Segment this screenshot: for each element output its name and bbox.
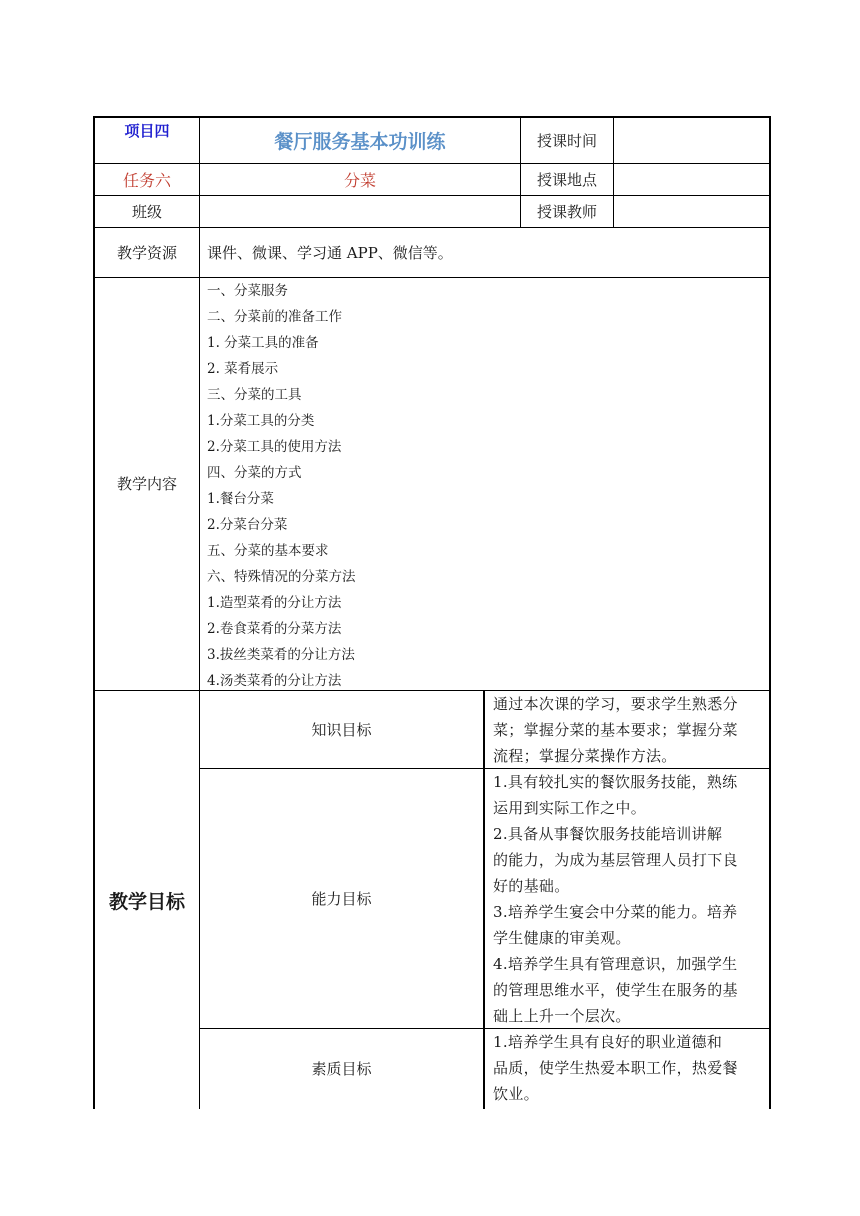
- content-item: 1.造型菜肴的分让方法: [207, 595, 342, 611]
- content-item: 2.分菜台分菜: [207, 517, 288, 533]
- knowledge-line: 通过本次课的学习，要求学生熟悉分: [493, 695, 738, 713]
- knowledge-text: [493, 691, 767, 769]
- objectives-label: 教学目标: [108, 890, 185, 913]
- ability-line: 学生健康的审美观。: [493, 929, 631, 947]
- task-title: 分菜: [343, 171, 376, 190]
- content-item: 五、分菜的基本要求: [207, 543, 329, 559]
- content-item: 2.分菜工具的使用方法: [207, 439, 342, 455]
- ability-line: 4.培养学生具有管理意识，加强学生: [493, 955, 738, 973]
- place-label: 授课地点: [536, 170, 597, 189]
- project-title: 餐厅服务基本功训练: [274, 131, 446, 153]
- content-list: [207, 278, 767, 694]
- ability-line: 好的基础。: [493, 877, 570, 895]
- ability-label-cell: [200, 769, 483, 1028]
- ability-text: [493, 769, 767, 1029]
- resources-label-cell: [95, 228, 199, 277]
- teacher-value-cell: [614, 196, 769, 227]
- objectives-label-cell: [95, 691, 199, 1109]
- ability-line: 础上上升一个层次。: [493, 1007, 631, 1025]
- content-item: 2. 菜肴展示: [207, 361, 279, 377]
- task-label-cell: [95, 164, 199, 195]
- project-label: 项目四: [124, 121, 170, 140]
- ability-line: 3.培养学生宴会中分菜的能力。培养: [493, 903, 738, 921]
- resources-value: 课件、微课、学习通 APP、微信等。: [207, 243, 453, 262]
- ability-line: 2.具备从事餐饮服务技能培训讲解: [493, 825, 723, 843]
- class-label-cell: [95, 196, 199, 227]
- content-label: 教学内容: [116, 475, 177, 493]
- content-item: 一、分菜服务: [207, 283, 288, 299]
- quality-text: [493, 1029, 767, 1107]
- class-value-cell: [200, 196, 520, 227]
- time-value-cell: [614, 118, 769, 163]
- table-right-border: [769, 116, 771, 1109]
- quality-label-cell: [200, 1029, 483, 1109]
- teacher-label: 授课教师: [536, 202, 597, 221]
- content-item: 三、分菜的工具: [207, 387, 302, 403]
- knowledge-label: 知识目标: [311, 720, 372, 739]
- content-item: 二、分菜前的准备工作: [207, 309, 342, 325]
- content-item: 2.卷食菜肴的分菜方法: [207, 621, 342, 637]
- quality-line: 品质，使学生热爱本职工作，热爱餐: [493, 1059, 738, 1077]
- quality-label: 素质目标: [311, 1060, 372, 1078]
- ability-line: 的管理思维水平，使学生在服务的基: [493, 981, 738, 999]
- project-label-cell: [95, 118, 199, 142]
- content-item: 1. 分菜工具的准备: [207, 335, 319, 351]
- ability-label: 能力目标: [311, 889, 372, 908]
- content-item: 四、分菜的方式: [207, 465, 302, 481]
- quality-line: 饮业。: [493, 1085, 539, 1103]
- place-label-cell: [521, 164, 613, 195]
- knowledge-label-cell: [200, 691, 483, 768]
- time-label: 授课时间: [536, 131, 597, 150]
- time-label-cell: [521, 118, 613, 163]
- col-divider-thick: [483, 690, 485, 1109]
- knowledge-line: 菜；掌握分菜的基本要求；掌握分菜: [493, 721, 738, 739]
- content-label-cell: [95, 278, 199, 690]
- task-title-cell: [200, 164, 520, 195]
- project-title-cell: [200, 118, 520, 163]
- resources-value-cell: [207, 228, 767, 277]
- content-item: 1.分菜工具的分类: [207, 413, 315, 429]
- task-label: 任务六: [122, 171, 171, 190]
- place-value-cell: [614, 164, 769, 195]
- content-item: 4.汤类菜肴的分让方法: [207, 673, 342, 689]
- content-item: 1.餐台分菜: [207, 491, 274, 507]
- ability-line: 的能力，为成为基层管理人员打下良: [493, 851, 738, 869]
- knowledge-line: 流程；掌握分菜操作方法。: [493, 747, 677, 765]
- class-label: 班级: [131, 202, 162, 221]
- content-item: 3.拔丝类菜肴的分让方法: [207, 647, 355, 663]
- content-item: 六、特殊情况的分菜方法: [207, 569, 356, 585]
- ability-line: 1.具有较扎实的餐饮服务技能，熟练: [493, 773, 738, 791]
- quality-line: 1.培养学生具有良好的职业道德和: [493, 1033, 723, 1051]
- ability-line: 运用到实际工作之中。: [493, 799, 647, 817]
- resources-label: 教学资源: [116, 243, 177, 262]
- teacher-label-cell: [521, 196, 613, 227]
